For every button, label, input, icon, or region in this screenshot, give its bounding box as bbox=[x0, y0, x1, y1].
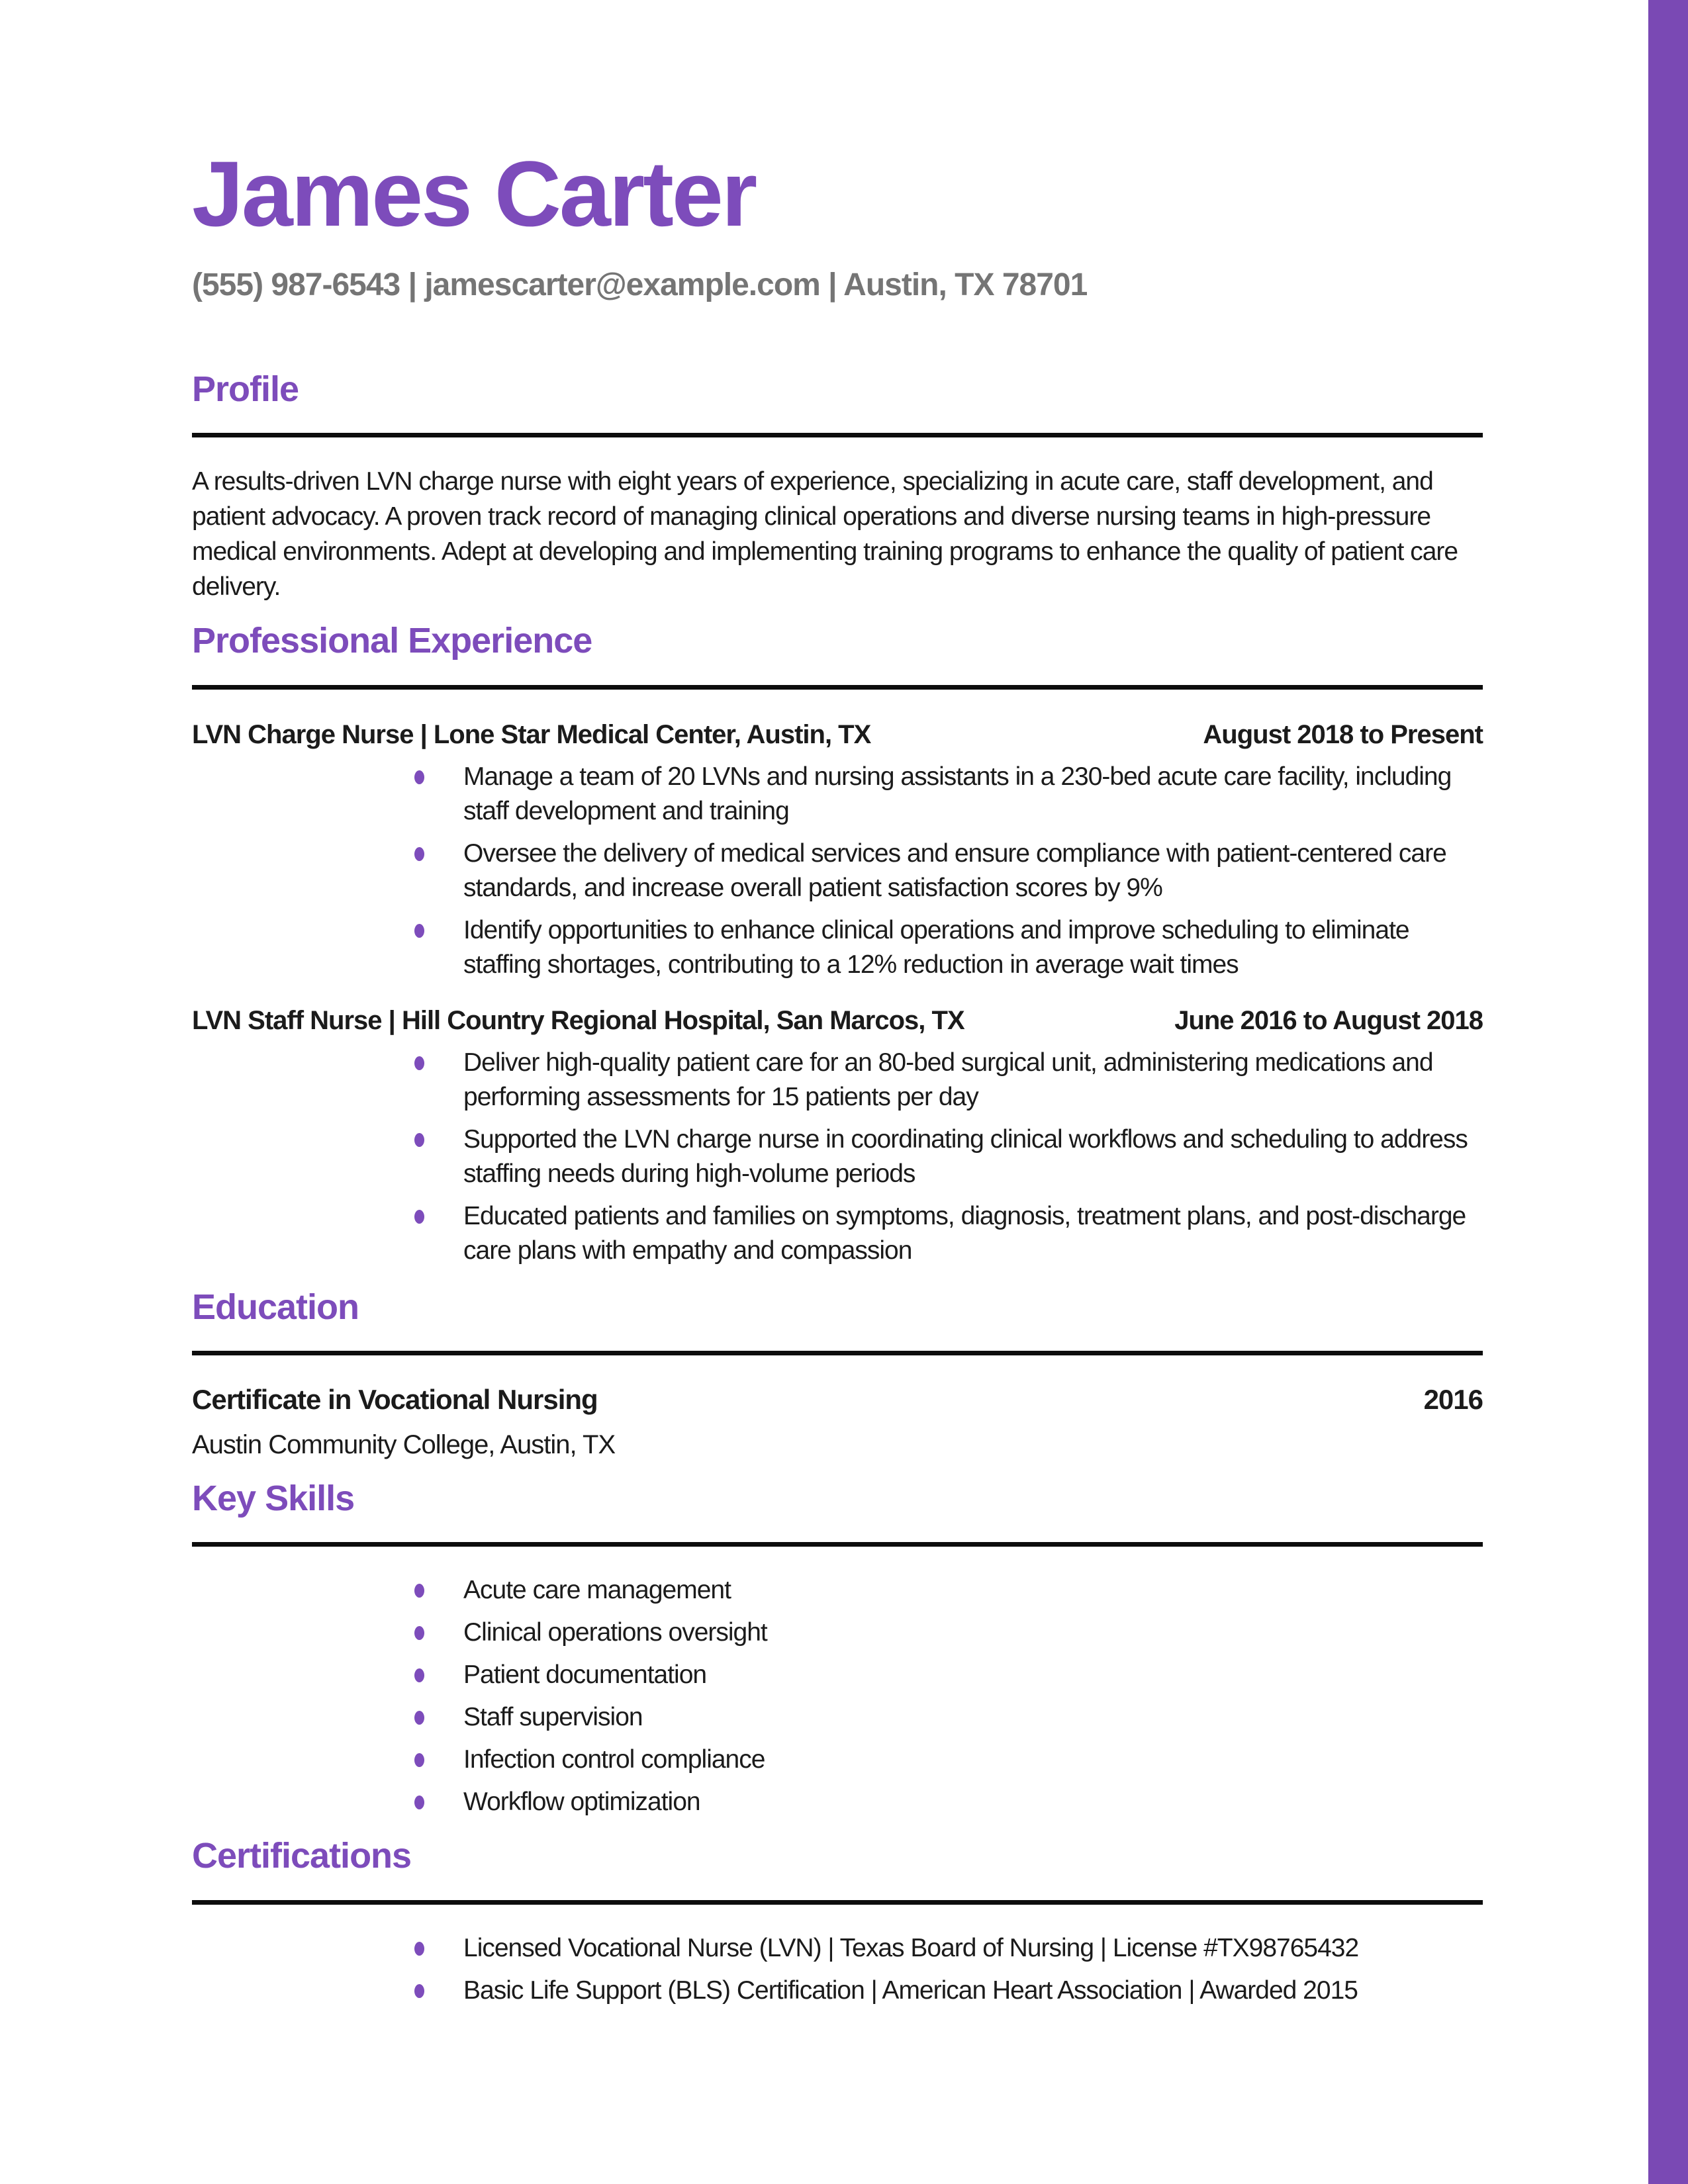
job-dates: June 2016 to August 2018 bbox=[1174, 1005, 1483, 1035]
bullet-text: Oversee the delivery of medical services and ensure compliance with patient-centered care standards, and increase overall patient satisfaction scores by 9% bbox=[463, 839, 1446, 902]
bullet-text: Supported the LVN charge nurse in coordinating clinical workflows and scheduling to address staffing needs during high-volume periods bbox=[463, 1124, 1468, 1188]
job-bullet-list bbox=[192, 1046, 1483, 1268]
section-education bbox=[192, 1288, 1483, 1462]
bullet-icon bbox=[414, 924, 424, 938]
bullet-text: Manage a team of 20 LVNs and nursing assistants in a 230-bed acute care facility, including staff development and training bbox=[463, 762, 1452, 825]
bullet-text: Deliver high-quality patient care for an 80-bed surgical unit, administering medications and performing assessments for 15 patients per day bbox=[463, 1048, 1433, 1111]
section-heading-key-skills: Key Skills bbox=[192, 1478, 355, 1518]
bullet-icon bbox=[414, 1133, 424, 1147]
skill-item bbox=[192, 1658, 1483, 1692]
job-dates: August 2018 to Present bbox=[1203, 719, 1483, 749]
section-key-skills bbox=[192, 1479, 1483, 1819]
bullet-icon bbox=[414, 1753, 424, 1767]
bullet-icon bbox=[414, 1711, 424, 1725]
skill-item bbox=[192, 1700, 1483, 1735]
section-divider bbox=[192, 433, 1483, 437]
certification-item bbox=[192, 1974, 1483, 2008]
section-experience bbox=[192, 621, 1483, 1267]
section-heading-profile: Profile bbox=[192, 369, 299, 409]
right-accent-bar bbox=[1648, 0, 1688, 2184]
job-entry bbox=[192, 1002, 1483, 1268]
education-year: 2016 bbox=[1423, 1384, 1483, 1416]
bullet-icon bbox=[414, 1626, 424, 1640]
skill-item bbox=[192, 1743, 1483, 1777]
skill-item bbox=[192, 1785, 1483, 1819]
job-bullet bbox=[192, 913, 1483, 982]
bullet-icon bbox=[414, 1584, 424, 1598]
skill-text: Staff supervision bbox=[463, 1703, 643, 1732]
job-bullet bbox=[192, 760, 1483, 829]
education-school: Austin Community College, Austin, TX bbox=[192, 1430, 616, 1459]
section-heading-certifications: Certifications bbox=[192, 1836, 412, 1876]
profile-summary: A results-driven LVN charge nurse with eight years of experience, specializing in acute care, staff development, and patient advocacy. A proven track record of managing clinical operations and diverse nursing teams in high-pressure medical environments. Adept at developing and implementing training programs to enhance the quality of patient care delivery. bbox=[192, 467, 1458, 602]
bullet-icon bbox=[414, 1056, 424, 1070]
section-certifications bbox=[192, 1837, 1483, 2007]
skill-item bbox=[192, 1615, 1483, 1650]
skill-item bbox=[192, 1573, 1483, 1608]
bullet-icon bbox=[414, 1668, 424, 1682]
job-bullet bbox=[192, 837, 1483, 905]
skill-text: Infection control compliance bbox=[463, 1745, 765, 1774]
section-divider bbox=[192, 1900, 1483, 1905]
job-title: LVN Charge Nurse | Lone Star Medical Center, Austin, TX bbox=[192, 719, 871, 749]
bullet-icon bbox=[414, 1210, 424, 1224]
education-entry bbox=[192, 1382, 1483, 1418]
certification-item bbox=[192, 1931, 1483, 1966]
bullet-text: Identify opportunities to enhance clinical operations and improve scheduling to eliminate staffing shortages, contributing to a 12% reduction in average wait times bbox=[463, 915, 1409, 979]
job-bullet bbox=[192, 1199, 1483, 1268]
resume-content bbox=[192, 0, 1483, 2016]
bullet-text: Educated patients and families on symptoms, diagnosis, treatment plans, and post-discharge care plans with empathy and compassion bbox=[463, 1201, 1466, 1265]
skill-text: Acute care management bbox=[463, 1576, 731, 1605]
certification-text: Licensed Vocational Nurse (LVN) | Texas Board of Nursing | License #TX98765432 bbox=[463, 1933, 1359, 1962]
certification-text: Basic Life Support (BLS) Certification | American Heart Association | Awarded 2015 bbox=[463, 1976, 1358, 2005]
skills-list bbox=[192, 1573, 1483, 1819]
section-divider bbox=[192, 685, 1483, 690]
bullet-icon bbox=[414, 1796, 424, 1809]
certifications-list bbox=[192, 1931, 1483, 2008]
section-profile bbox=[192, 370, 1483, 604]
job-entry bbox=[192, 716, 1483, 982]
bullet-icon bbox=[414, 1942, 424, 1956]
job-header bbox=[192, 1002, 1483, 1039]
bullet-icon bbox=[414, 770, 424, 784]
skill-text: Patient documentation bbox=[463, 1661, 707, 1690]
skill-text: Workflow optimization bbox=[463, 1788, 700, 1817]
job-title: LVN Staff Nurse | Hill Country Regional Hospital, San Marcos, TX bbox=[192, 1005, 964, 1035]
bullet-icon bbox=[414, 847, 424, 861]
section-divider bbox=[192, 1351, 1483, 1355]
job-header bbox=[192, 716, 1483, 753]
education-degree: Certificate in Vocational Nursing bbox=[192, 1384, 598, 1416]
job-bullet bbox=[192, 1122, 1483, 1191]
job-bullet-list bbox=[192, 760, 1483, 982]
section-heading-experience: Professional Experience bbox=[192, 621, 592, 661]
job-bullet bbox=[192, 1046, 1483, 1115]
bullet-icon bbox=[414, 1984, 424, 1998]
candidate-name: James Carter bbox=[192, 142, 756, 246]
skill-text: Clinical operations oversight bbox=[463, 1618, 767, 1647]
section-heading-education: Education bbox=[192, 1287, 359, 1327]
section-divider bbox=[192, 1542, 1483, 1547]
contact-line: (555) 987-6543 | jamescarter@example.com | Austin, TX 78701 bbox=[192, 267, 1088, 302]
